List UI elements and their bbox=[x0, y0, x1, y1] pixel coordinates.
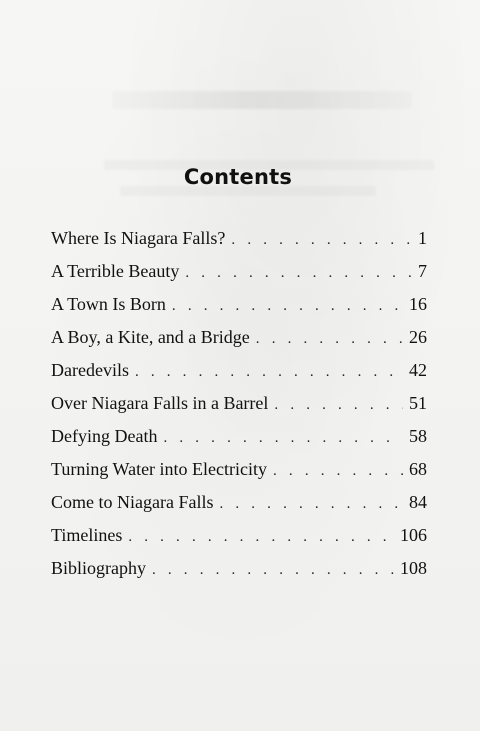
dot-leader bbox=[274, 389, 403, 422]
toc-entry-page: 84 bbox=[409, 492, 427, 512]
toc-entry[interactable] bbox=[51, 255, 427, 288]
dot-leader bbox=[219, 488, 403, 521]
toc-entry-page: 16 bbox=[409, 294, 427, 314]
toc-entry-title: A Terrible Beauty bbox=[51, 261, 180, 281]
toc-entry-page: 1 bbox=[418, 228, 427, 248]
toc-entry[interactable] bbox=[51, 552, 427, 585]
toc-entry-title: A Town Is Born bbox=[51, 294, 166, 314]
toc-entry-title: Come to Niagara Falls bbox=[51, 492, 214, 512]
dot-leader bbox=[152, 554, 394, 587]
toc-entry[interactable] bbox=[51, 354, 427, 387]
show-through-text bbox=[112, 91, 412, 109]
toc-entry-title: Daredevils bbox=[51, 360, 129, 380]
toc-entry[interactable] bbox=[51, 321, 427, 354]
contents-heading: Contents bbox=[183, 165, 293, 189]
toc-entry-page: 51 bbox=[409, 393, 427, 413]
toc-entry-title: Turning Water into Electricity bbox=[51, 459, 268, 479]
toc-entry-page: 106 bbox=[400, 525, 427, 545]
toc-entry[interactable] bbox=[51, 387, 427, 420]
toc-entry-page: 7 bbox=[418, 261, 427, 281]
toc-entry[interactable] bbox=[51, 222, 427, 255]
toc-entry-title: Timelines bbox=[51, 525, 123, 545]
dot-leader bbox=[185, 257, 412, 290]
dot-leader bbox=[135, 356, 403, 389]
toc-entry-title: A Boy, a Kite, and a Bridge bbox=[51, 327, 250, 347]
dot-leader bbox=[172, 290, 403, 323]
dot-leader bbox=[231, 224, 412, 257]
toc-entry-title: Bibliography bbox=[51, 558, 146, 578]
toc-entry-page: 108 bbox=[400, 558, 427, 578]
toc-entry-page: 58 bbox=[409, 426, 427, 446]
dot-leader bbox=[128, 521, 394, 554]
toc-entry[interactable] bbox=[51, 519, 427, 552]
dot-leader bbox=[256, 323, 403, 356]
dot-leader bbox=[273, 455, 403, 488]
toc-entry-title: Defying Death bbox=[51, 426, 158, 446]
table-of-contents bbox=[51, 222, 427, 585]
toc-entry-page: 42 bbox=[409, 360, 427, 380]
dot-leader bbox=[163, 422, 403, 455]
toc-entry[interactable] bbox=[51, 453, 427, 486]
toc-entry-title: Where Is Niagara Falls? bbox=[51, 228, 226, 248]
toc-entry[interactable] bbox=[51, 420, 427, 453]
toc-entry[interactable] bbox=[51, 486, 427, 519]
toc-entry-page: 68 bbox=[409, 459, 427, 479]
toc-entry-title: Over Niagara Falls in a Barrel bbox=[51, 393, 269, 413]
toc-entry[interactable] bbox=[51, 288, 427, 321]
toc-entry-page: 26 bbox=[409, 327, 427, 347]
